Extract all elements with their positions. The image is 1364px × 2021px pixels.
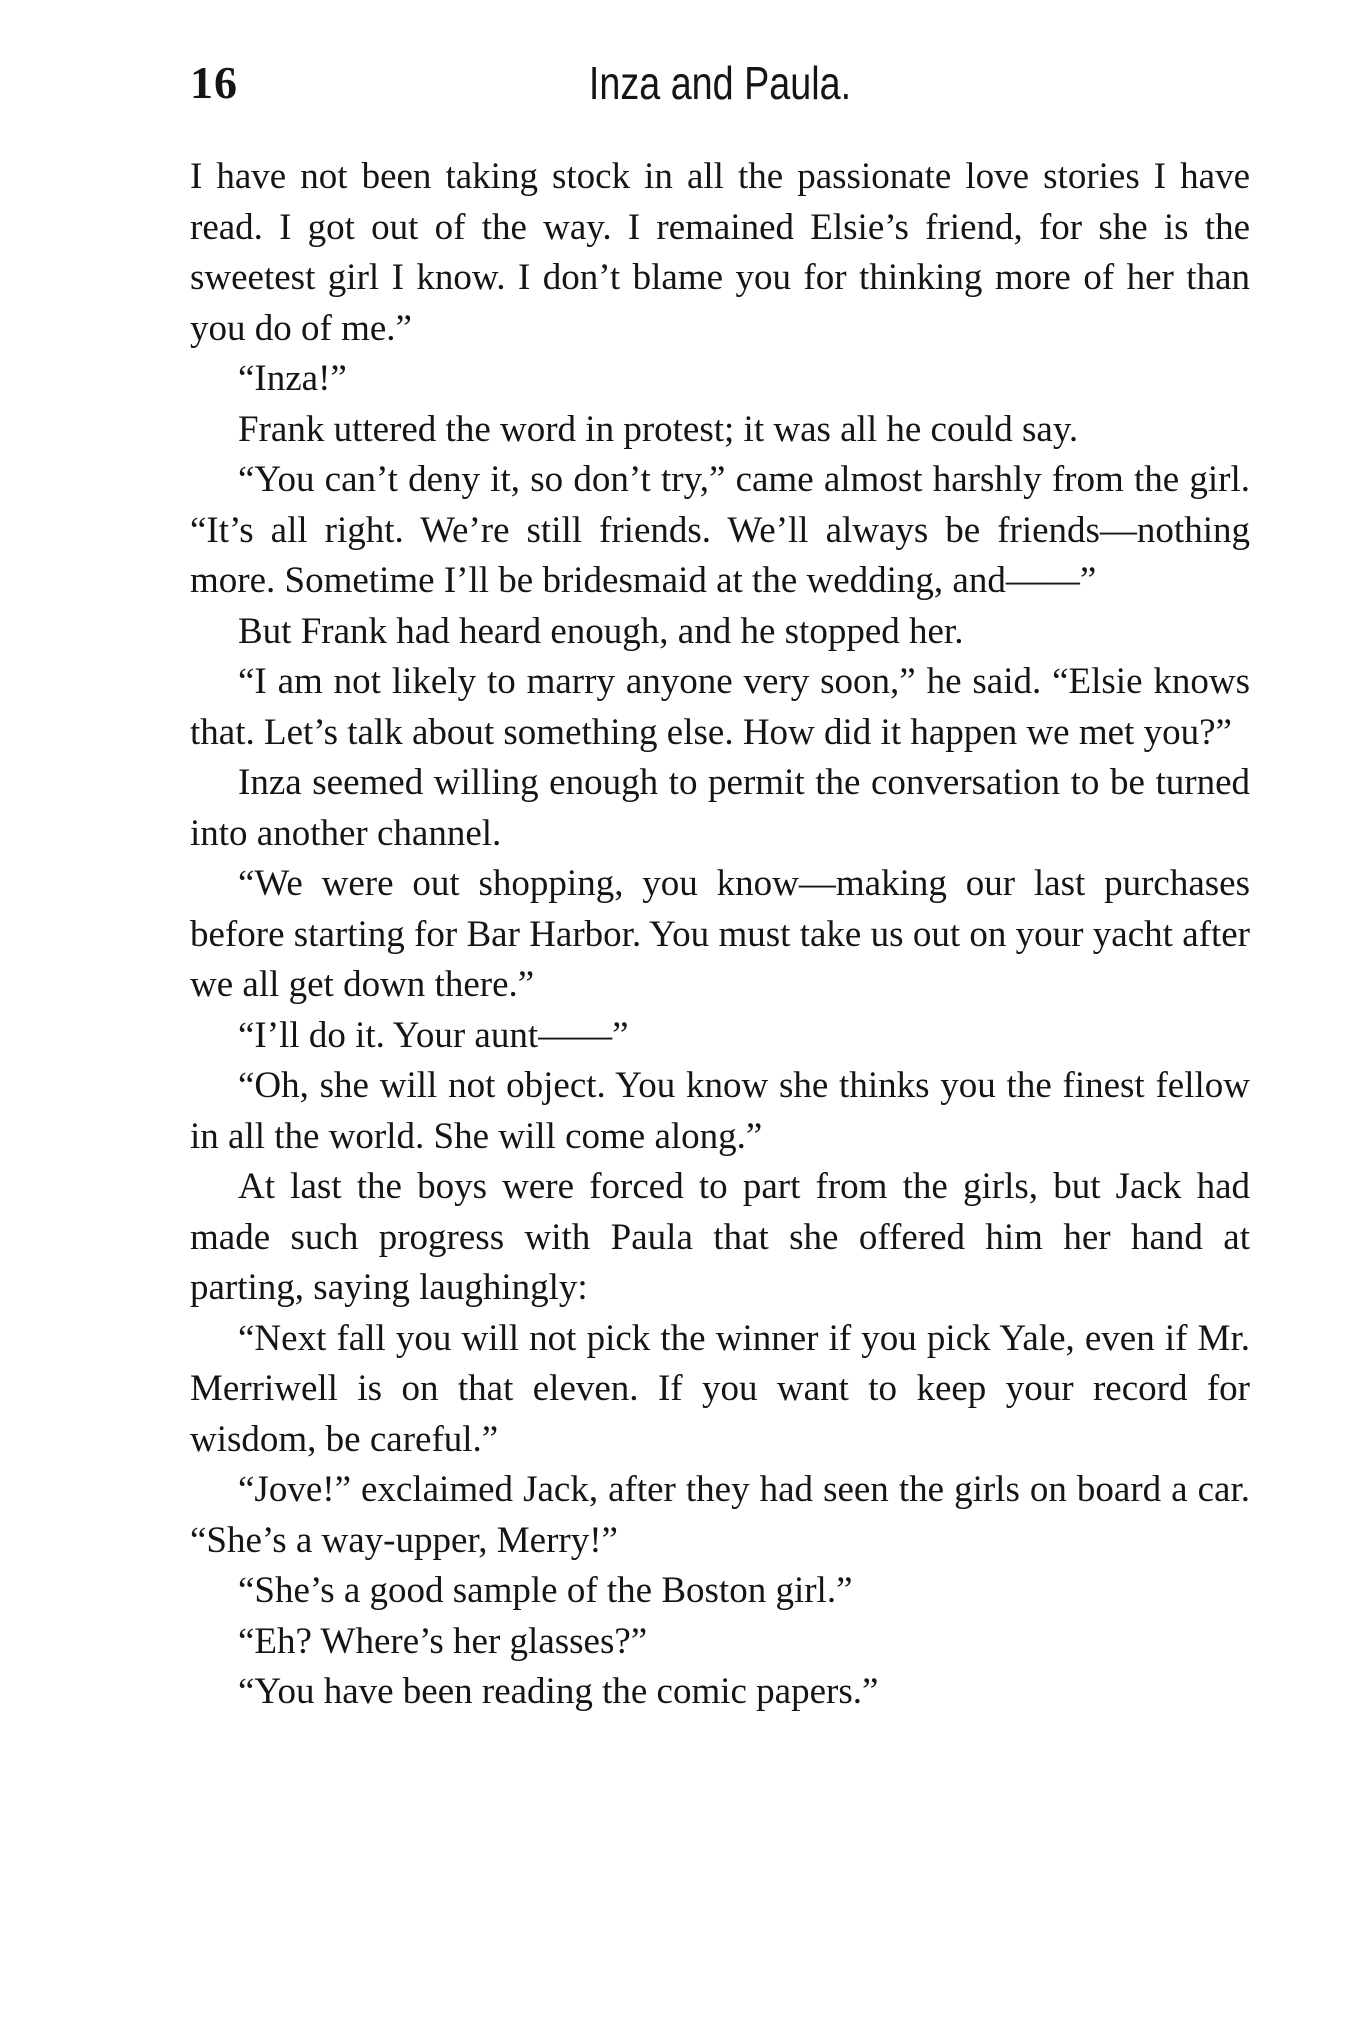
page-header [190,56,1250,116]
paragraph: At last the boys were forced to part from the girls, but Jack had made such progress with Paula that she offered him her hand at parting, saying laughingly: [190,1166,1250,1308]
paragraph: But Frank had heard enough, and he stopped her. [238,610,964,652]
running-title: Inza and Paula. [588,57,852,109]
paragraph: “Oh, she will not object. You know she thinks you the finest fellow in all the world. She will come along.” [190,1065,1250,1157]
paragraph: Frank uttered the word in protest; it was all he could say. [238,408,1079,450]
paragraph: I have not been taking stock in all the passionate love stories I have read. I got out of the way. I remained Elsie’s friend, for she is the sweetest girl I know. I don’t blame you for thinking more of her than you do of me.” [190,156,1250,349]
paragraph: “Next fall you will not pick the winner if you pick Yale, even if Mr. Merriwell is on that eleven. If you want to keep your record for wisdom, be careful.” [190,1317,1250,1460]
paragraph: “I’ll do it. Your aunt——” [238,1014,629,1056]
paragraph: “I am not likely to marry anyone very soon,” he said. “Elsie knows that. Let’s talk about something else. How did it happen we met you?” [190,661,1250,753]
page-number: 16 [190,57,238,108]
paragraph: “She’s a good sample of the Boston girl.” [238,1570,853,1611]
paragraph: “We were out shopping, you know—making our last purchases before starting for Bar Harbor. You must take us out on your yacht after we all get down there.” [190,863,1250,1005]
paragraph: “Eh? Where’s her glasses?” [238,1620,648,1662]
paragraph: “You can’t deny it, so don’t try,” came almost harshly from the girl. “It’s all right. We’re still friends. We’ll always be friends—nothing more. Sometime I’ll be bridesmaid at the wedding, and——” [190,459,1250,601]
paragraph: “Inza!” [238,358,347,399]
paragraph: Inza seemed willing enough to permit the conversation to be turned into another channel. [190,762,1250,854]
paragraph: “Jove!” exclaimed Jack, after they had seen the girls on board a car. “She’s a way-upper, Merry!” [190,1469,1250,1561]
paragraph: “You have been reading the comic papers.” [238,1671,879,1712]
body-text [190,152,1250,1718]
